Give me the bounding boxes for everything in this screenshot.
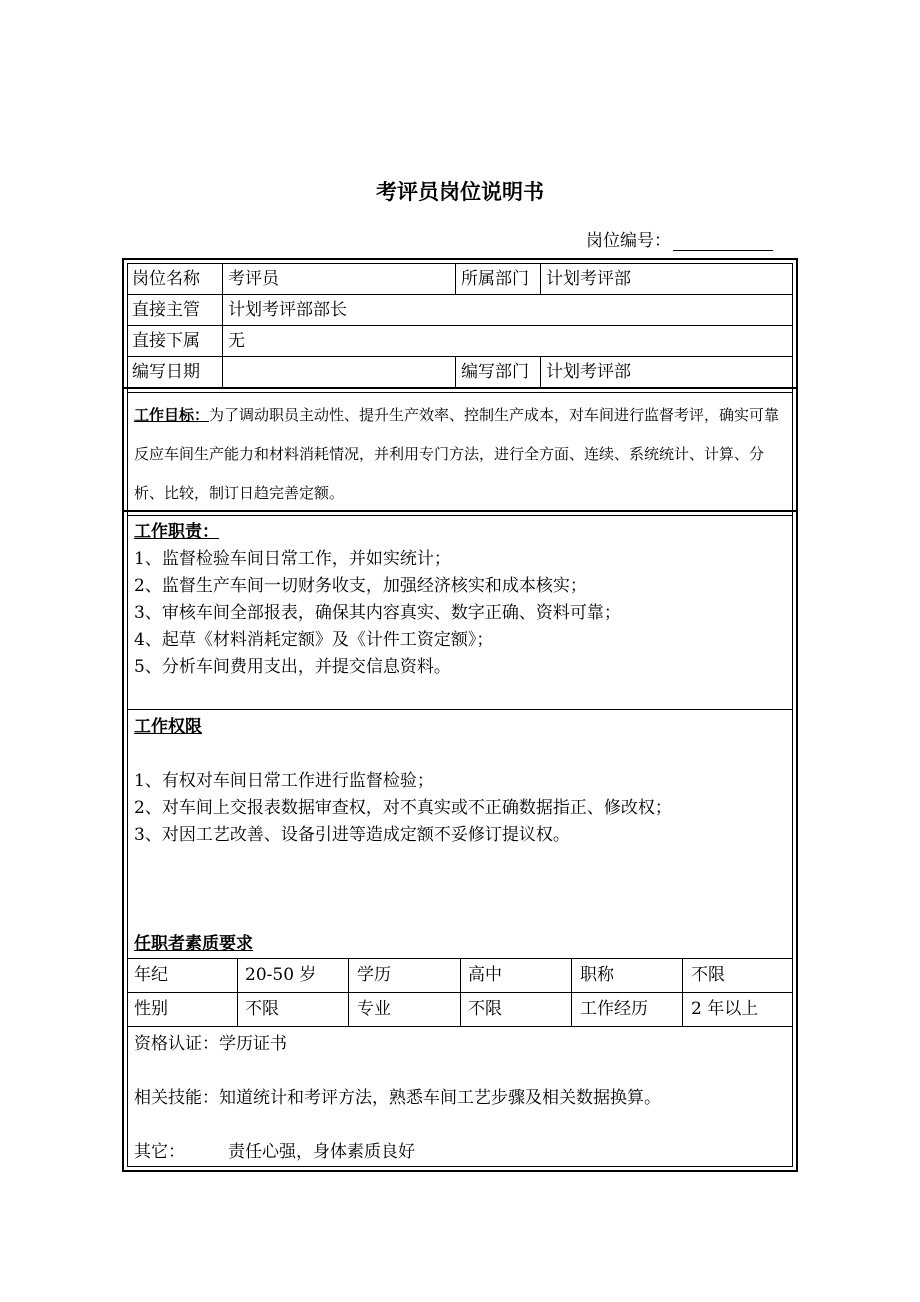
authority-item: 1、有权对车间日常工作进行监督检验； [134, 771, 434, 791]
date-label: 编写日期 [132, 362, 200, 382]
divider [222, 263, 223, 387]
divider [127, 294, 793, 295]
divider [122, 387, 798, 389]
author-dept-value: 计划考评部 [546, 362, 631, 382]
age-label: 年纪 [134, 965, 168, 985]
subordinate-value: 无 [228, 331, 245, 351]
gender-label: 性别 [134, 999, 168, 1019]
divider [127, 709, 793, 710]
major-label: 专业 [357, 999, 391, 1019]
goal-text: 为了调动职员主动性、提升生产效率、控制生产成本，对车间进行监督考评，确实可靠反应车间生产能力和材料消耗情况，并利用专门方法，进行全方面、连续、系统统计、计算、分析、比较，制订日趋完善定额。 [134, 406, 780, 502]
duty-item: 5、分析车间费用支出，并提交信息资料。 [134, 657, 451, 677]
page-title: 考评员岗位说明书 [376, 180, 544, 204]
department-label: 所属部门 [461, 269, 529, 289]
divider [455, 356, 456, 387]
professional-title-value: 不限 [691, 965, 725, 985]
divider [682, 958, 683, 1026]
education-label: 学历 [357, 965, 391, 985]
professional-title-label: 职称 [580, 965, 614, 985]
other-value: 责任心强，身体素质良好 [228, 1142, 415, 1162]
divider [540, 263, 541, 294]
supervisor-label: 直接主管 [132, 300, 200, 320]
subordinate-label: 直接下属 [132, 331, 200, 351]
gender-value: 不限 [245, 999, 279, 1019]
divider [237, 958, 238, 1026]
experience-label: 工作经历 [580, 999, 648, 1019]
divider [348, 958, 349, 1026]
department-value: 计划考评部 [546, 269, 631, 289]
goal-label: 工作目标： [134, 406, 210, 424]
divider [127, 325, 793, 326]
duty-item: 4、起草《材料消耗定额》及《计件工资定额》； [134, 630, 494, 650]
divider [127, 1026, 793, 1027]
divider [127, 392, 793, 393]
divider [571, 958, 572, 1026]
authority-item: 2、对车间上交报表数据审查权，对不真实或不正确数据指正、修改权； [134, 798, 672, 818]
goal-section [134, 396, 789, 513]
divider [455, 263, 456, 294]
qualification-text: 资格认证：学历证书 [134, 1034, 287, 1054]
divider [460, 958, 461, 1026]
divider [540, 356, 541, 387]
skills-text: 相关技能：知道统计和考评方法，熟悉车间工艺步骤及相关数据换算。 [134, 1088, 661, 1108]
position-code-label: 岗位编号： [586, 231, 671, 251]
duties-heading: 工作职责： [134, 522, 219, 542]
major-value: 不限 [468, 999, 502, 1019]
requirements-heading: 任职者素质要求 [134, 934, 253, 954]
position-code [586, 226, 773, 251]
duty-item: 1、监督检验车间日常工作，并如实统计； [134, 549, 451, 569]
position-code-field[interactable] [673, 234, 773, 251]
position-name-label: 岗位名称 [132, 269, 200, 289]
experience-value: 2 年以上 [691, 999, 759, 1019]
divider [127, 356, 793, 357]
age-value: 20-50 岁 [245, 965, 317, 985]
duty-item: 3、审核车间全部报表，确保其内容真实、数字正确、资料可靠； [134, 603, 621, 623]
divider [127, 515, 793, 516]
author-dept-label: 编写部门 [461, 362, 529, 382]
authority-item: 3、对因工艺改善、设备引进等造成定额不妥修订提议权。 [134, 825, 570, 845]
supervisor-value: 计划考评部部长 [228, 300, 347, 320]
duty-item: 2、监督生产车间一切财务收支，加强经济核实和成本核实； [134, 576, 587, 596]
authority-heading: 工作权限 [134, 717, 202, 737]
position-name-value: 考评员 [228, 269, 279, 289]
divider [122, 510, 798, 512]
education-value: 高中 [468, 965, 502, 985]
other-label: 其它： [134, 1142, 185, 1162]
